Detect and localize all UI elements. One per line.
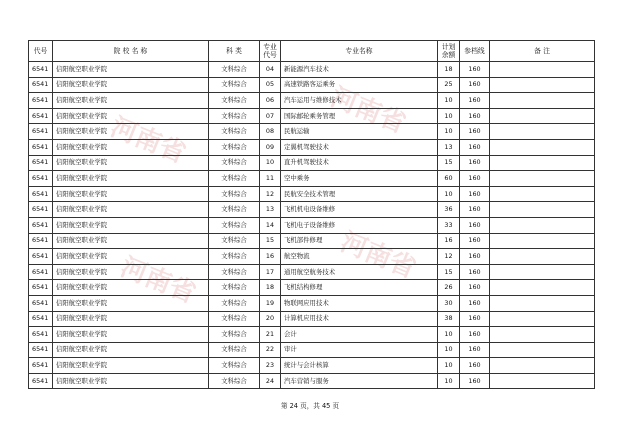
cell-major: 审计	[281, 342, 438, 358]
table-row	[29, 171, 595, 187]
cell-line: 160	[460, 77, 490, 93]
cell-major-code: 17	[260, 264, 281, 280]
cell-note	[490, 295, 595, 311]
cell-subject: 文科综合	[209, 311, 260, 327]
cell-major: 飞机部件修理	[281, 233, 438, 249]
cell-plan: 30	[438, 295, 460, 311]
cell-line: 160	[460, 342, 490, 358]
cell-subject: 文科综合	[209, 217, 260, 233]
header-line: 参档线	[460, 41, 490, 62]
cell-school: 信阳航空职业学院	[53, 108, 209, 124]
cell-line: 160	[460, 233, 490, 249]
cell-major-code: 10	[260, 155, 281, 171]
cell-subject: 文科综合	[209, 108, 260, 124]
cell-school: 信阳航空职业学院	[53, 342, 209, 358]
cell-major: 飞机电子设备维修	[281, 217, 438, 233]
cell-school: 信阳航空职业学院	[53, 77, 209, 93]
table-row	[29, 295, 595, 311]
cell-school: 信阳航空职业学院	[53, 186, 209, 202]
cell-note	[490, 62, 595, 78]
cell-school: 信阳航空职业学院	[53, 124, 209, 140]
cell-plan: 15	[438, 264, 460, 280]
cell-code: 6541	[29, 202, 53, 218]
admission-table	[28, 40, 595, 389]
header-note: 备 注	[490, 41, 595, 62]
cell-note	[490, 108, 595, 124]
cell-note	[490, 124, 595, 140]
cell-plan: 10	[438, 93, 460, 109]
cell-subject: 文科综合	[209, 171, 260, 187]
cell-major-code: 22	[260, 342, 281, 358]
table-row	[29, 108, 595, 124]
cell-plan: 10	[438, 373, 460, 389]
cell-school: 信阳航空职业学院	[53, 358, 209, 374]
cell-code: 6541	[29, 342, 53, 358]
cell-line: 160	[460, 93, 490, 109]
cell-school: 信阳航空职业学院	[53, 295, 209, 311]
cell-major-code: 12	[260, 186, 281, 202]
cell-plan: 10	[438, 186, 460, 202]
cell-plan: 26	[438, 280, 460, 296]
cell-major-code: 23	[260, 358, 281, 374]
cell-subject: 文科综合	[209, 77, 260, 93]
cell-code: 6541	[29, 295, 53, 311]
cell-subject: 文科综合	[209, 249, 260, 265]
watermark-text: 河南省	[106, 112, 190, 170]
cell-line: 160	[460, 171, 490, 187]
cell-line: 160	[460, 373, 490, 389]
cell-plan: 15	[438, 155, 460, 171]
cell-school: 信阳航空职业学院	[53, 249, 209, 265]
header-plan	[438, 41, 460, 62]
cell-major-code: 11	[260, 171, 281, 187]
table-row	[29, 124, 595, 140]
cell-subject: 文科综合	[209, 233, 260, 249]
cell-school: 信阳航空职业学院	[53, 155, 209, 171]
cell-line: 160	[460, 202, 490, 218]
cell-subject: 文科综合	[209, 62, 260, 78]
table-row	[29, 280, 595, 296]
cell-code: 6541	[29, 155, 53, 171]
cell-major-code: 24	[260, 373, 281, 389]
cell-plan: 60	[438, 171, 460, 187]
table-row	[29, 77, 595, 93]
cell-major-code: 15	[260, 233, 281, 249]
watermark-text: 河南省	[116, 252, 200, 310]
cell-code: 6541	[29, 124, 53, 140]
cell-subject: 文科综合	[209, 155, 260, 171]
table-row	[29, 233, 595, 249]
cell-subject: 文科综合	[209, 202, 260, 218]
watermark-text: 河南省	[326, 82, 410, 140]
cell-subject: 文科综合	[209, 280, 260, 296]
table-row	[29, 202, 595, 218]
cell-note	[490, 311, 595, 327]
cell-plan: 10	[438, 327, 460, 343]
cell-major: 民航安全技术管理	[281, 186, 438, 202]
cell-major: 国际邮轮乘务管理	[281, 108, 438, 124]
cell-note	[490, 202, 595, 218]
cell-code: 6541	[29, 186, 53, 202]
table-row	[29, 139, 595, 155]
cell-major-code: 14	[260, 217, 281, 233]
cell-code: 6541	[29, 217, 53, 233]
cell-code: 6541	[29, 373, 53, 389]
cell-plan: 38	[438, 311, 460, 327]
cell-note	[490, 93, 595, 109]
cell-note	[490, 77, 595, 93]
cell-school: 信阳航空职业学院	[53, 62, 209, 78]
cell-plan: 16	[438, 233, 460, 249]
cell-major-code: 18	[260, 280, 281, 296]
cell-major: 飞机结构修理	[281, 280, 438, 296]
cell-subject: 文科综合	[209, 124, 260, 140]
cell-line: 160	[460, 217, 490, 233]
cell-school: 信阳航空职业学院	[53, 171, 209, 187]
cell-line: 160	[460, 327, 490, 343]
cell-line: 160	[460, 108, 490, 124]
admission-table-sheet	[28, 40, 594, 389]
cell-major: 会计	[281, 327, 438, 343]
cell-line: 160	[460, 249, 490, 265]
cell-code: 6541	[29, 77, 53, 93]
cell-school: 信阳航空职业学院	[53, 280, 209, 296]
cell-note	[490, 373, 595, 389]
cell-line: 160	[460, 62, 490, 78]
table-row	[29, 311, 595, 327]
cell-major-code: 08	[260, 124, 281, 140]
table-row	[29, 93, 595, 109]
cell-line: 160	[460, 139, 490, 155]
cell-note	[490, 249, 595, 265]
cell-school: 信阳航空职业学院	[53, 373, 209, 389]
cell-code: 6541	[29, 264, 53, 280]
table-row	[29, 217, 595, 233]
cell-major: 物联网应用技术	[281, 295, 438, 311]
header-major-code-line1: 专业	[263, 43, 277, 51]
cell-note	[490, 217, 595, 233]
cell-school: 信阳航空职业学院	[53, 217, 209, 233]
cell-major: 通用航空航务技术	[281, 264, 438, 280]
cell-code: 6541	[29, 62, 53, 78]
cell-plan: 36	[438, 202, 460, 218]
cell-major-code: 21	[260, 327, 281, 343]
header-plan-line1: 计划	[441, 43, 456, 51]
cell-plan: 10	[438, 108, 460, 124]
cell-note	[490, 171, 595, 187]
cell-subject: 文科综合	[209, 373, 260, 389]
cell-school: 信阳航空职业学院	[53, 327, 209, 343]
cell-major: 汽车营销与服务	[281, 373, 438, 389]
cell-code: 6541	[29, 311, 53, 327]
cell-code: 6541	[29, 139, 53, 155]
cell-school: 信阳航空职业学院	[53, 233, 209, 249]
cell-major-code: 13	[260, 202, 281, 218]
cell-subject: 文科综合	[209, 186, 260, 202]
cell-major-code: 19	[260, 295, 281, 311]
cell-major: 直升机驾驶技术	[281, 155, 438, 171]
header-code: 代号	[29, 41, 53, 62]
cell-plan: 25	[438, 77, 460, 93]
cell-line: 160	[460, 280, 490, 296]
header-school: 院 校 名 称	[53, 41, 209, 62]
cell-major-code: 06	[260, 93, 281, 109]
cell-major: 航空物流	[281, 249, 438, 265]
cell-line: 160	[460, 186, 490, 202]
cell-line: 160	[460, 264, 490, 280]
cell-plan: 18	[438, 62, 460, 78]
table-row	[29, 62, 595, 78]
cell-school: 信阳航空职业学院	[53, 311, 209, 327]
cell-code: 6541	[29, 93, 53, 109]
cell-line: 160	[460, 155, 490, 171]
table-header-row	[29, 41, 595, 62]
cell-school: 信阳航空职业学院	[53, 202, 209, 218]
cell-line: 160	[460, 311, 490, 327]
cell-note	[490, 327, 595, 343]
cell-code: 6541	[29, 108, 53, 124]
cell-major: 空中乘务	[281, 171, 438, 187]
cell-note	[490, 342, 595, 358]
cell-code: 6541	[29, 358, 53, 374]
cell-code: 6541	[29, 249, 53, 265]
cell-code: 6541	[29, 171, 53, 187]
cell-major-code: 09	[260, 139, 281, 155]
cell-subject: 文科综合	[209, 139, 260, 155]
cell-school: 信阳航空职业学院	[53, 139, 209, 155]
cell-major-code: 04	[260, 62, 281, 78]
cell-subject: 文科综合	[209, 327, 260, 343]
cell-note	[490, 139, 595, 155]
table-row	[29, 186, 595, 202]
cell-major-code: 20	[260, 311, 281, 327]
cell-line: 160	[460, 295, 490, 311]
cell-code: 6541	[29, 280, 53, 296]
header-major-code	[260, 41, 281, 62]
header-major-code-line2: 代号	[263, 51, 277, 59]
cell-major-code: 07	[260, 108, 281, 124]
cell-major: 计算机应用技术	[281, 311, 438, 327]
cell-plan: 10	[438, 342, 460, 358]
cell-subject: 文科综合	[209, 342, 260, 358]
table-body	[29, 62, 595, 389]
cell-major: 飞机机电设备维修	[281, 202, 438, 218]
watermark-text: 河南省	[336, 227, 420, 285]
cell-note	[490, 186, 595, 202]
table-row	[29, 249, 595, 265]
cell-major-code: 16	[260, 249, 281, 265]
cell-plan: 13	[438, 139, 460, 155]
page-footer: 第 24 页，共 45 页	[280, 402, 340, 410]
cell-subject: 文科综合	[209, 358, 260, 374]
cell-school: 信阳航空职业学院	[53, 264, 209, 280]
cell-plan: 12	[438, 249, 460, 265]
cell-major-code: 05	[260, 77, 281, 93]
cell-code: 6541	[29, 233, 53, 249]
header-major: 专业名称	[281, 41, 438, 62]
table-row	[29, 264, 595, 280]
table-row	[29, 373, 595, 389]
cell-note	[490, 233, 595, 249]
cell-note	[490, 264, 595, 280]
cell-code: 6541	[29, 327, 53, 343]
table-row	[29, 358, 595, 374]
cell-major: 汽车运用与维修技术	[281, 93, 438, 109]
cell-major: 统计与会计核算	[281, 358, 438, 374]
cell-note	[490, 280, 595, 296]
cell-major: 高速铁路客运乘务	[281, 77, 438, 93]
cell-subject: 文科综合	[209, 264, 260, 280]
cell-major: 新能源汽车技术	[281, 62, 438, 78]
table-row	[29, 342, 595, 358]
table-row	[29, 155, 595, 171]
cell-line: 160	[460, 124, 490, 140]
cell-line: 160	[460, 358, 490, 374]
cell-note	[490, 155, 595, 171]
header-plan-line2: 余额	[441, 51, 456, 59]
cell-plan: 10	[438, 358, 460, 374]
cell-plan: 10	[438, 124, 460, 140]
cell-subject: 文科综合	[209, 295, 260, 311]
cell-subject: 文科综合	[209, 93, 260, 109]
cell-school: 信阳航空职业学院	[53, 93, 209, 109]
cell-plan: 33	[438, 217, 460, 233]
cell-major: 定翼机驾驶技术	[281, 139, 438, 155]
header-subject: 科 类	[209, 41, 260, 62]
cell-major: 民航运输	[281, 124, 438, 140]
table-row	[29, 327, 595, 343]
cell-note	[490, 358, 595, 374]
